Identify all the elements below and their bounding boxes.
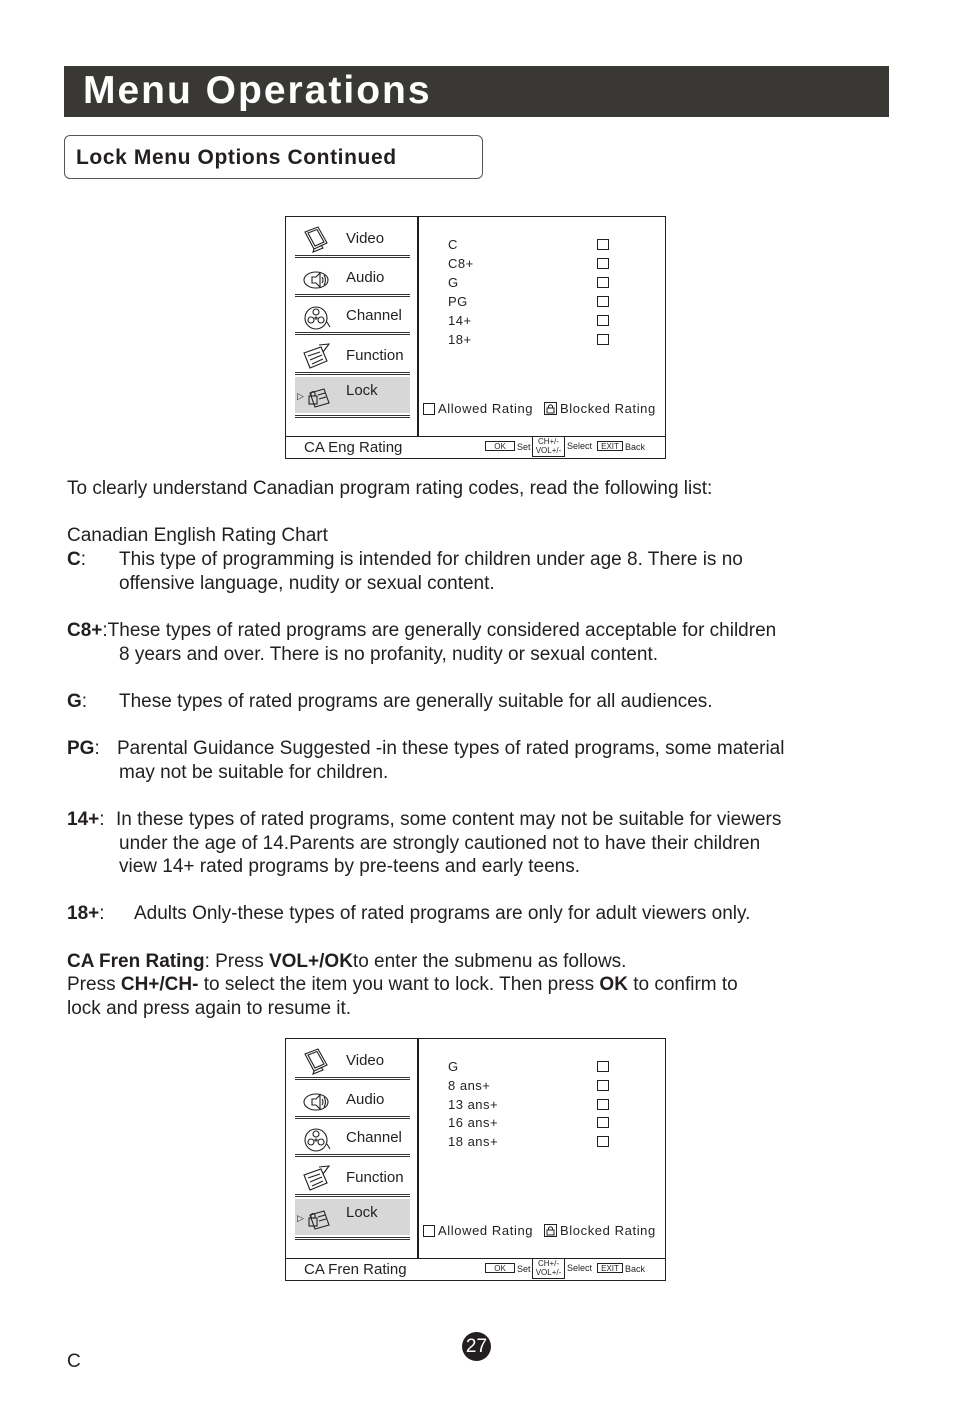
menu-item-lock[interactable] <box>295 377 410 413</box>
rating-label: 16 ans+ <box>448 1115 499 1130</box>
menu-separator <box>295 1116 410 1119</box>
def-sep: : <box>99 809 105 830</box>
rating-checkbox[interactable] <box>597 239 609 250</box>
ok-key: OK <box>485 1263 515 1273</box>
definition-18 <box>67 902 751 926</box>
def-sep: : <box>81 691 88 712</box>
menu-item-video[interactable] <box>295 1044 410 1080</box>
blocked-lock-icon <box>544 402 557 415</box>
ch-vol-key <box>532 1258 565 1279</box>
fren-key: CH+/CH- <box>120 974 199 995</box>
ok-key: OK <box>485 441 515 451</box>
menu-label-function: Function <box>346 347 404 364</box>
corner-mark: C <box>67 1351 81 1372</box>
osd-footer-divider <box>286 1258 665 1259</box>
notepad-pencil-icon <box>301 1165 331 1193</box>
blocked-legend: Blocked Rating <box>560 1223 656 1238</box>
rating-label: 18 ans+ <box>448 1134 499 1149</box>
rating-label: PG <box>448 294 468 309</box>
def-line: offensive language, nudity or sexual content. <box>119 573 495 594</box>
def-sep: : <box>102 620 108 641</box>
rating-label: C8+ <box>448 256 474 271</box>
menu-label-audio: Audio <box>346 1091 385 1108</box>
rating-checkbox[interactable] <box>597 1080 609 1091</box>
chart-title: Canadian English Rating Chart <box>67 525 328 546</box>
def-line: 8 years and over. There is no profanity, nudity or sexual content. <box>119 644 658 665</box>
def-line: These types of rated programs are generally considered acceptable for children <box>107 620 777 641</box>
menu-separator <box>295 415 410 418</box>
vol-key-label: VOL+/- <box>535 1268 562 1277</box>
def-line: may not be suitable for children. <box>119 762 389 783</box>
allowed-legend: Allowed Rating <box>438 401 534 416</box>
menu-item-audio[interactable] <box>295 1083 410 1119</box>
intro-text: To clearly understand Canadian program rating codes, read the following list: <box>67 478 713 499</box>
speaker-icon <box>301 265 331 293</box>
menu-label-lock: Lock <box>346 1204 378 1221</box>
menu-item-video[interactable] <box>295 222 410 258</box>
definition-c8 <box>67 619 777 665</box>
rating-checkbox[interactable] <box>597 315 609 326</box>
film-reel-icon <box>301 1125 331 1153</box>
exit-key: EXIT <box>597 1263 623 1273</box>
definition-g <box>67 690 713 714</box>
rating-checkbox[interactable] <box>597 277 609 288</box>
section-title: Lock Menu Options Continued <box>76 146 397 169</box>
allowed-box-icon <box>423 403 435 415</box>
menu-label-audio: Audio <box>346 269 385 286</box>
blocked-lock-icon <box>544 1224 557 1237</box>
section-heading-box <box>64 135 483 179</box>
menu-item-audio[interactable] <box>295 261 410 297</box>
speaker-icon <box>301 1087 331 1115</box>
ch-vol-key <box>532 436 565 457</box>
menu-separator <box>295 1077 410 1080</box>
def-code: PG <box>67 738 95 759</box>
allowed-box-icon <box>423 1225 435 1237</box>
menu-item-channel[interactable] <box>295 1121 410 1157</box>
def-line: These types of rated programs are generally suitable for all audiences. <box>119 691 713 712</box>
tv-icon <box>301 1048 331 1076</box>
menu-separator <box>295 1154 410 1157</box>
fren-text: : Press <box>204 951 269 972</box>
def-line: Adults Only-these types of rated programs are only for adult viewers only. <box>134 903 751 924</box>
menu-separator <box>295 255 410 258</box>
rating-label: 8 ans+ <box>448 1078 491 1093</box>
selected-arrow-icon: ▷ <box>297 391 304 401</box>
fren-text: to enter the submenu as follows. <box>352 951 627 972</box>
def-line: under the age of 14.Parents are strongly cautioned not to have their children <box>119 833 761 854</box>
def-line: This type of programming is intended for children under age 8. There is no <box>119 549 743 570</box>
header-bar <box>64 66 889 117</box>
tv-icon <box>301 226 331 254</box>
vol-key-label: VOL+/- <box>535 446 562 455</box>
menu-item-function[interactable] <box>295 1161 410 1197</box>
fren-text: to confirm to <box>627 974 738 995</box>
set-hint: Set <box>517 442 531 452</box>
menu-label-function: Function <box>346 1169 404 1186</box>
osd-footer-divider <box>286 436 665 437</box>
menu-item-channel[interactable] <box>295 299 410 335</box>
film-reel-icon <box>301 303 331 331</box>
rating-checkbox[interactable] <box>597 1136 609 1147</box>
menu-separator <box>295 332 410 335</box>
set-hint: Set <box>517 1264 531 1274</box>
osd-footer-title: CA Eng Rating <box>304 439 403 456</box>
menu-label-channel: Channel <box>346 307 402 324</box>
blocked-legend: Blocked Rating <box>560 401 656 416</box>
def-code: G <box>67 691 82 712</box>
def-sep: : <box>80 549 87 570</box>
menu-label-lock: Lock <box>346 382 378 399</box>
definition-14 <box>67 808 782 877</box>
allowed-legend: Allowed Rating <box>438 1223 534 1238</box>
fren-text: to select the item you want to lock. Then press <box>198 974 600 995</box>
osd-divider <box>417 217 419 436</box>
lock-icon <box>304 383 334 411</box>
page-title: Menu Operations <box>83 69 432 112</box>
osd-divider <box>417 1039 419 1258</box>
fren-text: Press <box>67 974 121 995</box>
def-code: 14+ <box>67 809 100 830</box>
osd-screen-ca-fren <box>285 1038 666 1281</box>
menu-separator <box>295 1237 410 1240</box>
rating-checkbox[interactable] <box>597 1117 609 1128</box>
def-sep: : <box>94 738 100 759</box>
exit-key: EXIT <box>597 441 623 451</box>
definition-pg <box>67 737 785 783</box>
selected-arrow-icon: ▷ <box>297 1213 304 1223</box>
menu-label-video: Video <box>346 1052 385 1069</box>
rating-checkbox[interactable] <box>597 296 609 307</box>
fren-instructions-line3: lock and press again to resume it. <box>67 998 352 1019</box>
notepad-pencil-icon <box>301 343 331 371</box>
ch-key-label: CH+/- <box>537 437 560 446</box>
def-code: C8+ <box>67 620 103 641</box>
osd-screen-ca-eng <box>285 216 666 459</box>
rating-label: G <box>448 1059 459 1074</box>
page-number: 27 <box>462 1332 491 1361</box>
def-code: 18+ <box>67 903 100 924</box>
def-line: Parental Guidance Suggested -in these types of rated programs, some material <box>117 738 785 759</box>
fren-instructions-line1 <box>67 950 626 974</box>
menu-separator <box>295 1194 410 1197</box>
back-hint: Back <box>625 1264 646 1274</box>
def-line: view 14+ rated programs by pre-teens and early teens. <box>119 856 581 877</box>
fren-key: OK <box>599 974 628 995</box>
lock-icon <box>304 1205 334 1233</box>
select-hint: Select <box>567 1263 593 1273</box>
menu-item-lock[interactable] <box>295 1199 410 1235</box>
rating-checkbox[interactable] <box>597 1061 609 1072</box>
select-hint: Select <box>567 441 593 451</box>
rating-label: G <box>448 275 459 290</box>
menu-item-function[interactable] <box>295 339 410 375</box>
rating-checkbox[interactable] <box>597 1099 609 1110</box>
back-hint: Back <box>625 442 646 452</box>
rating-label: C <box>448 237 458 252</box>
rating-label: 13 ans+ <box>448 1097 499 1112</box>
menu-label-channel: Channel <box>346 1129 402 1146</box>
fren-label: CA Fren Rating <box>67 951 205 972</box>
fren-key: VOL+/OK <box>268 951 353 972</box>
rating-checkbox[interactable] <box>597 258 609 269</box>
def-sep: : <box>99 903 105 924</box>
rating-label: 18+ <box>448 332 472 347</box>
rating-checkbox[interactable] <box>597 334 609 345</box>
menu-separator <box>295 372 410 375</box>
fren-instructions-line2 <box>67 973 738 997</box>
menu-separator <box>295 294 410 297</box>
osd-footer-title: CA Fren Rating <box>304 1261 407 1278</box>
rating-label: 14+ <box>448 313 472 328</box>
def-line: In these types of rated programs, some content may not be suitable for viewers <box>116 809 782 830</box>
menu-label-video: Video <box>346 230 385 247</box>
ch-key-label: CH+/- <box>537 1259 560 1268</box>
definition-c <box>67 548 743 594</box>
def-code: C <box>67 549 81 570</box>
